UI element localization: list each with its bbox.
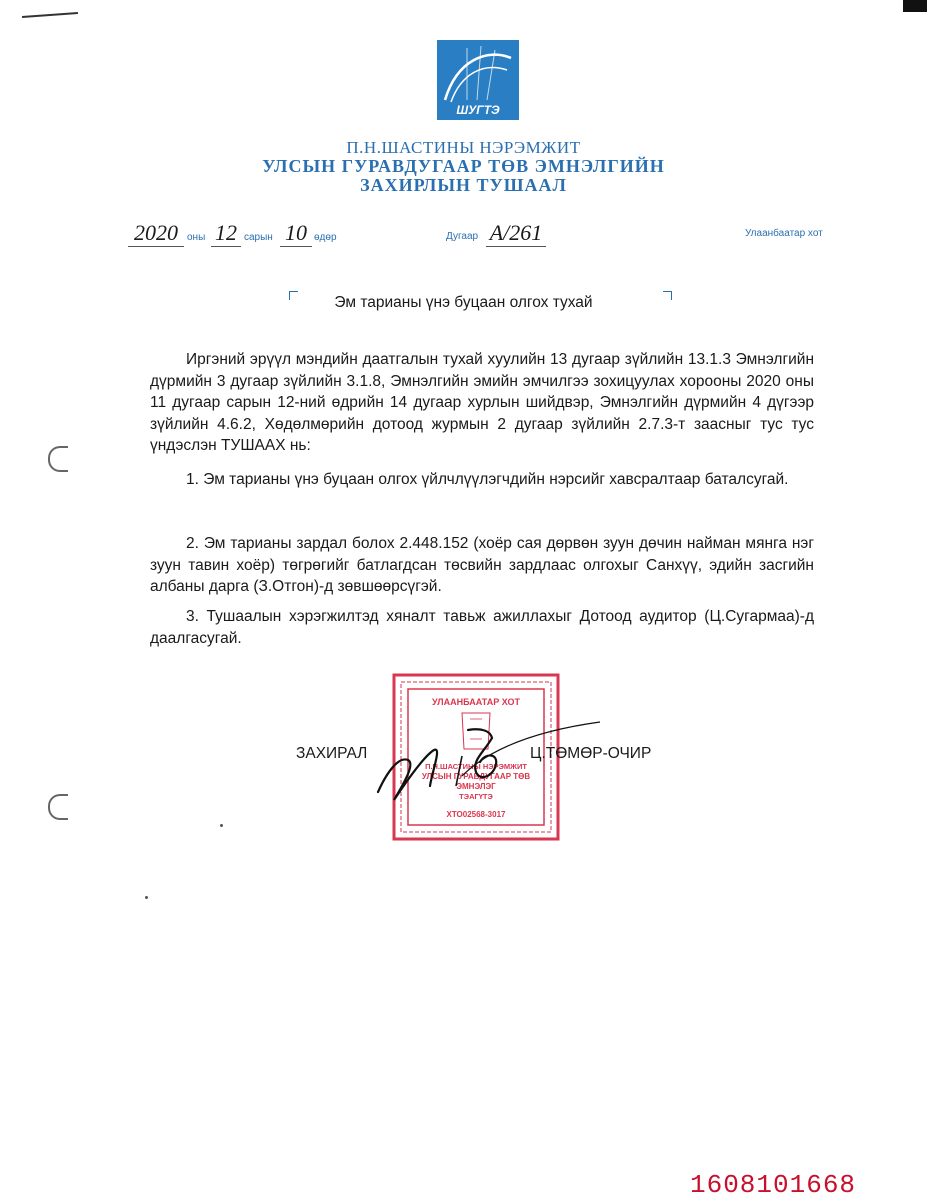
stamp-line3: ЭМНЭЛЭГ xyxy=(456,782,496,791)
date-day-suffix: өдөр xyxy=(314,232,337,243)
stamp-line2: УЛСЫН ГУРАВДУГААР ТӨВ xyxy=(421,772,531,781)
scan-mark xyxy=(22,12,78,18)
logo-text: ШУГТЭ xyxy=(456,103,500,117)
preamble-paragraph: Иргэний эрүүл мэндийн даатгалын тухай хуулийн 13 дугаар зүйлийн 13.1.3 Эмнэлгийн дүрмийн 3 дугаар зүйлийн 3.1.8, Эмнэлгийн эмийн эмчилгээ зохицуулах хорооны 2020 оны 11 дугаар сарын 12-ний өдрийн 14 дугаар хурлын шийдвэр, Эмнэлгийн дүрмийн 4 дүгээр зүйлийн 4.6.2, Хөдөлмөрийн дотоод журмын 2 дугаар зүйлийн 2.7.3-т заасныг тус тус үндэслэн ТУШААХ нь: xyxy=(150,351,814,454)
speck xyxy=(220,824,223,827)
date-year-suffix: оны xyxy=(187,232,206,243)
order-subject: Эм тарианы үнэ буцаан олгох тухай xyxy=(334,294,593,311)
org-name-line2: УЛСЫН ГУРАВДУГААР ТӨВ ЭМНЭЛГИЙН xyxy=(262,156,665,176)
serial-number: 1608101668 xyxy=(690,1170,857,1200)
order-item-2: 2. Эм тарианы зардал болох 2.448.152 (хоёр сая дөрвөн зуун дөчин найман мянга нэг зуун тавин хоёр) төгрөгийг батлагдсан төсвийн зардлаас олгохыг Санхүү, эдийн засгийн албаны дарга (З.Отгон)-д зөвшөөрсүгэй. xyxy=(150,535,814,595)
city: Улаанбаатар хот xyxy=(745,228,823,239)
hospital-logo xyxy=(437,40,519,120)
signer-position: ЗАХИРАЛ xyxy=(296,745,368,762)
date-day: 10 xyxy=(280,220,312,247)
document-type-title: ЗАХИРЛЫН ТУШААЛ xyxy=(360,175,567,195)
order-item-3: 3. Тушаалын хэрэгжилтэд хяналт тавьж ажиллахыг Дотоод аудитор (Ц.Сугармаа)-д даалгасугай. xyxy=(150,608,814,647)
punch-hole-mark xyxy=(48,446,68,472)
signer-name: Ц.ТӨМӨР-ОЧИР xyxy=(530,745,652,762)
punch-hole-mark xyxy=(48,794,68,820)
date-year: 2020 xyxy=(128,220,184,247)
order-item-1: 1. Эм тарианы үнэ буцаан олгох үйлчлүүлэгчдийн нэрсийг хавсралтаар баталсугай. xyxy=(186,471,789,488)
stamp-line1: П.Н.ШАСТИНЫ НЭРЭМЖИТ xyxy=(425,762,527,771)
speck xyxy=(145,896,148,899)
stamp-line5: ХТО02568-3017 xyxy=(446,810,506,819)
stamp-top-text: УЛААНБААТАР ХОТ xyxy=(432,697,520,707)
scan-mark xyxy=(903,0,927,12)
stamp-line4: ТЭАГҮТЭ xyxy=(459,792,493,801)
date-month: 12 xyxy=(211,220,241,247)
date-month-suffix: сарын xyxy=(244,232,273,243)
order-number: А/261 xyxy=(486,220,546,247)
org-name-line1: П.Н.ШАСТИНЫ НЭРЭМЖИТ xyxy=(346,138,581,157)
order-number-label: Дугаар xyxy=(446,231,479,242)
